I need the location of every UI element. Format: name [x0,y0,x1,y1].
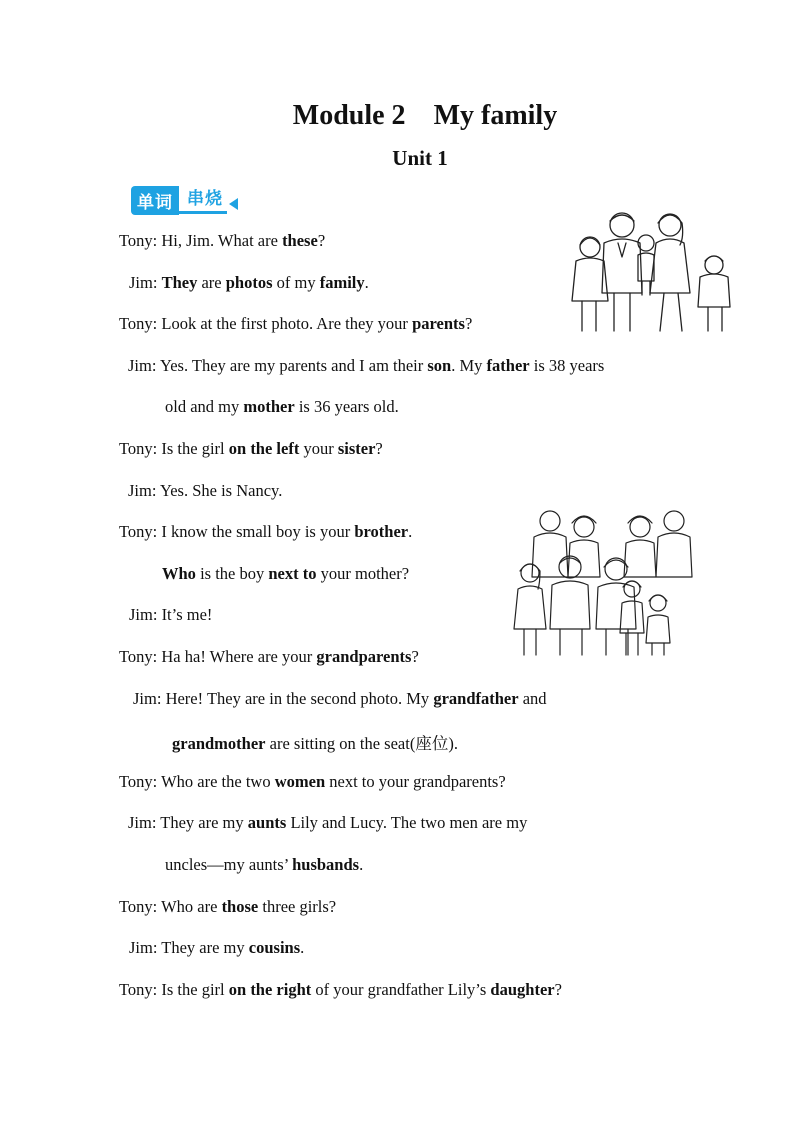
speaker-label: Tony: [119,980,162,999]
dialogue-text: . [364,273,369,292]
dialogue-text: ? [464,314,473,333]
module-name: My family [433,100,558,131]
speaker-label: Tony: [119,772,162,791]
dialogue-text: ? [375,439,383,458]
dialogue-line [128,813,527,833]
vocab-word: parents [412,314,465,333]
speaker-label: Jim: [129,273,162,292]
family-photo-illustration [562,205,737,333]
dialogue-text: your [299,439,338,458]
vocab-word: son [427,356,452,375]
vocab-word: daughter [490,980,555,999]
dialogue-line [128,356,604,376]
vocab-word: sister [337,439,376,458]
dialogue-text: . [408,522,413,541]
dialogue-text: and [518,689,547,708]
vocab-word: these [282,231,318,250]
dialogue-line [119,522,412,542]
vocab-word: next to [268,564,317,583]
dialogue-text: Here! They are in the second photo. My [165,689,434,708]
dialogue-text: old and my [165,397,244,416]
vocab-word: grandfather [433,689,519,708]
vocab-word: those [221,897,259,916]
dialogue-text: is the boy [195,564,269,583]
dialogue-text: ? [317,231,326,250]
dialogue-line [119,647,419,667]
speaker-label: Jim: [133,689,166,708]
dialogue-text: . My [451,356,487,375]
vocab-word: grandparents [316,647,412,666]
speaker-label: Tony: [119,231,162,250]
vocab-word: aunts [247,813,287,832]
dialogue-text: Who are the two [161,772,275,791]
vocab-word: father [486,356,530,375]
dialogue-line [165,855,363,875]
dialogue-text: It’s me! [161,605,213,624]
dialogue-text: Is the girl [161,439,229,458]
vocab-word: brother [354,522,409,541]
speaker-label: Tony: [119,647,162,666]
dialogue-text: Look at the first photo. Are they your [161,314,413,333]
vocab-word: Who [162,564,196,583]
dialogue-line [129,938,304,958]
dialogue-text: uncles—my aunts’ [165,855,293,874]
dialogue-text: your mother? [316,564,410,583]
dialogue-text: ? [554,980,562,999]
speaker-label: Jim: [128,356,160,375]
module-number: Module 2 [292,100,406,131]
dialogue-text: three girls? [258,897,337,916]
dialogue-line [119,897,336,917]
vocab-word: family [319,273,365,292]
dialogue-line [119,980,562,1000]
dialogue-line [119,772,506,792]
dialogue-text: of your grandfather Lily’s [311,980,491,999]
dialogue-line [133,689,547,709]
dialogue-text: Ha ha! Where are your [161,647,317,666]
vocab-word: on the right [228,980,312,999]
speaker-label: Tony: [119,897,162,916]
dialogue-line [129,605,212,625]
vocab-word: They [161,273,198,292]
dialogue-text: are [197,273,226,292]
dialogue-line [128,481,282,501]
speaker-label: Tony: [119,522,162,541]
unit-title: Unit 1 [392,146,448,170]
speaker-label: Jim: [128,481,160,500]
badge-label-words: 单词 [131,186,179,215]
speaker-label: Jim: [129,605,162,624]
dialogue-text: They are my [161,938,249,957]
dialogue-text: Lily and Lucy. The two men are my [286,813,528,832]
vocab-word: women [274,772,326,791]
module-title [0,100,794,132]
triangle-icon [229,198,238,210]
vocab-word: cousins [248,938,301,957]
badge-label-series: 串烧 [179,187,227,214]
speaker-label: Tony: [119,439,162,458]
dialogue-line [172,730,458,754]
dialogue-text: is 38 years [529,356,605,375]
vocab-word: husbands [292,855,360,874]
dialogue-text: next to your grandparents? [325,772,506,791]
vocab-word: grandmother [172,734,266,753]
dialogue-line [119,439,383,459]
dialogue-text: ? [411,647,419,666]
vocab-word: on the left [228,439,300,458]
dialogue-text: . [359,855,364,874]
speaker-label: Tony: [119,314,162,333]
vocab-word: photos [225,273,273,292]
dialogue-line [119,231,325,251]
dialogue-line [119,314,472,334]
dialogue-line [162,564,409,584]
dialogue-text: I know the small boy is your [161,522,355,541]
dialogue-text: of my [272,273,320,292]
section-badge [131,186,238,214]
vocab-word: mother [243,397,295,416]
dialogue-line [129,273,369,293]
speaker-label: Jim: [129,938,162,957]
dialogue-text: Yes. She is Nancy. [159,481,283,500]
dialogue-text: Hi, Jim. What are [161,231,283,250]
dialogue-text: Who are [161,897,222,916]
dialogue-line [165,397,399,417]
dialogue-text: are sitting on the seat(座位). [265,734,458,753]
dialogue-text: They are my [160,813,248,832]
dialogue-text: . [300,938,305,957]
dialogue-text: Is the girl [161,980,229,999]
dialogue-text: Yes. They are my parents and I am their [159,356,428,375]
speaker-label: Jim: [128,813,161,832]
dialogue-text: is 36 years old. [294,397,399,416]
extended-family-illustration [512,505,702,660]
